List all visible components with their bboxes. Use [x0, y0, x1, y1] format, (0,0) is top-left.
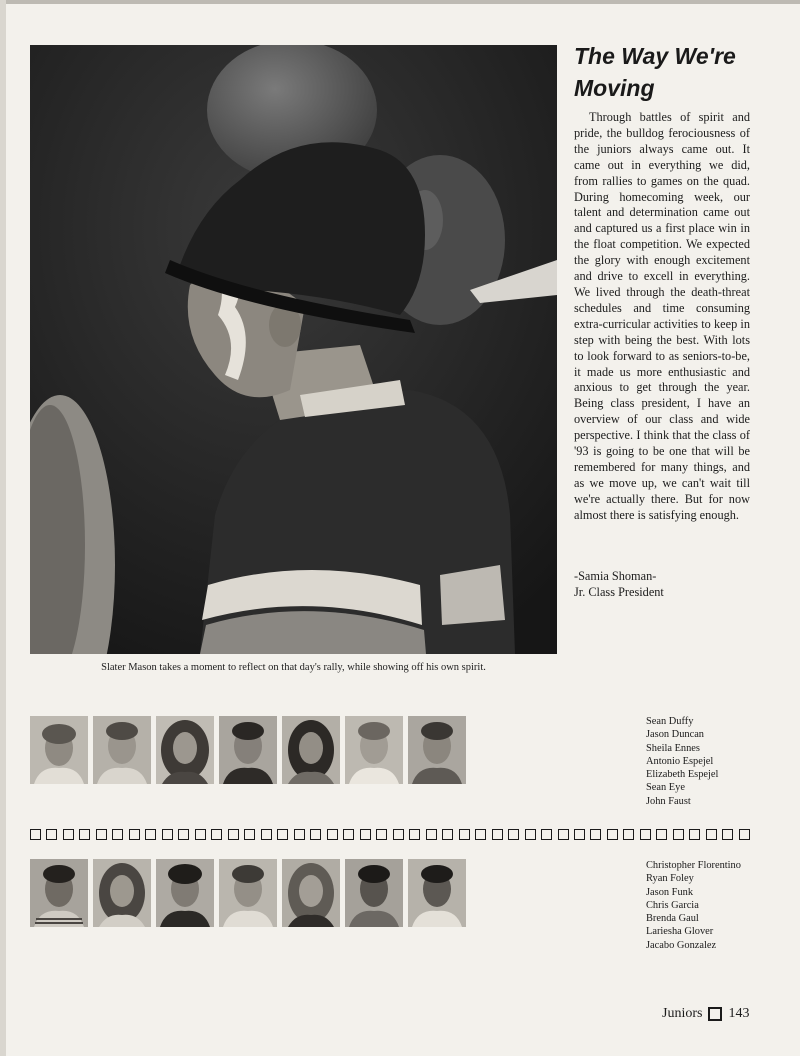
student-name: Jason Duncan [646, 729, 705, 741]
portrait-photo [219, 859, 277, 927]
headline-line-1: The Way We're [574, 43, 736, 69]
student-name: Jason Funk [646, 886, 694, 898]
name-list-row-1 [646, 715, 718, 808]
page-top-edge [0, 0, 800, 4]
portrait-photo [408, 716, 466, 784]
portrait-photo [282, 859, 340, 927]
student-name: Lariesha Glover [646, 926, 714, 938]
name-list-row-2 [646, 859, 741, 952]
student-name: Elizabeth Espejel [646, 769, 719, 781]
student-name: Brenda Gaul [646, 913, 699, 925]
student-name: Christopher Florentino [646, 860, 741, 871]
portrait-row-1 [30, 716, 466, 784]
student-name: Sean Duffy [646, 716, 694, 727]
portrait-photo [345, 859, 403, 927]
portrait-photo [156, 859, 214, 927]
portrait-row-2 [30, 859, 466, 927]
photo-caption: Slater Mason takes a moment to reflect on that day's rally, while showing off his own spirit. [101, 662, 486, 673]
portrait-photo [30, 716, 88, 784]
section-label: Juniors [662, 1006, 703, 1021]
square-divider [30, 828, 750, 842]
student-name: Ryan Foley [646, 873, 694, 885]
portrait-photo [219, 716, 277, 784]
portrait-photo [30, 859, 88, 927]
portrait-photo [93, 716, 151, 784]
signature-title: Jr. Class President [574, 585, 664, 599]
student-name: Sheila Ennes [646, 742, 700, 754]
page-binding-edge [0, 0, 6, 1056]
page-footer [662, 1006, 749, 1022]
portrait-photo [156, 716, 214, 784]
portrait-photo [93, 859, 151, 927]
signature-name: -Samia Shoman- [574, 569, 657, 583]
article-body: Through battles of spirit and pride, the bulldog ferociousness of the juniors always came out. It came out in everything we did, from rallies to games on the quad. During homecoming week, our talent and determination came out and captured us a first place win in the float competition. We expected the glory with enough excitement and drive to excell in everything. We lived through the death-threat schedules and time consuming extra-curricular activities to keep in step with being the best. With lots to look forward to as seniors-to-be, it made us more enthusiastic and anxious to get through the year. Being class president, I have an overview of our class and wide perspective. I think that the class of '93 is going to be one that will be remembered for many things, and as we move up, we can't wait till we're actually there. But for now almost there is satisfying enough. [574, 110, 750, 522]
headline-line-2: Moving [574, 75, 655, 101]
student-name: Antonio Espejel [646, 755, 714, 767]
portrait-photo [282, 716, 340, 784]
student-name: Sean Eye [646, 782, 685, 794]
square-icon [708, 1007, 722, 1021]
portrait-photo [345, 716, 403, 784]
portrait-photo [408, 859, 466, 927]
student-name: Jacabo Gonzalez [646, 939, 717, 951]
main-photo [30, 45, 557, 654]
article-headline [574, 40, 774, 104]
student-name: Chris Garcia [646, 899, 699, 911]
student-name: John Faust [646, 795, 691, 807]
page-number: 143 [728, 1006, 750, 1021]
